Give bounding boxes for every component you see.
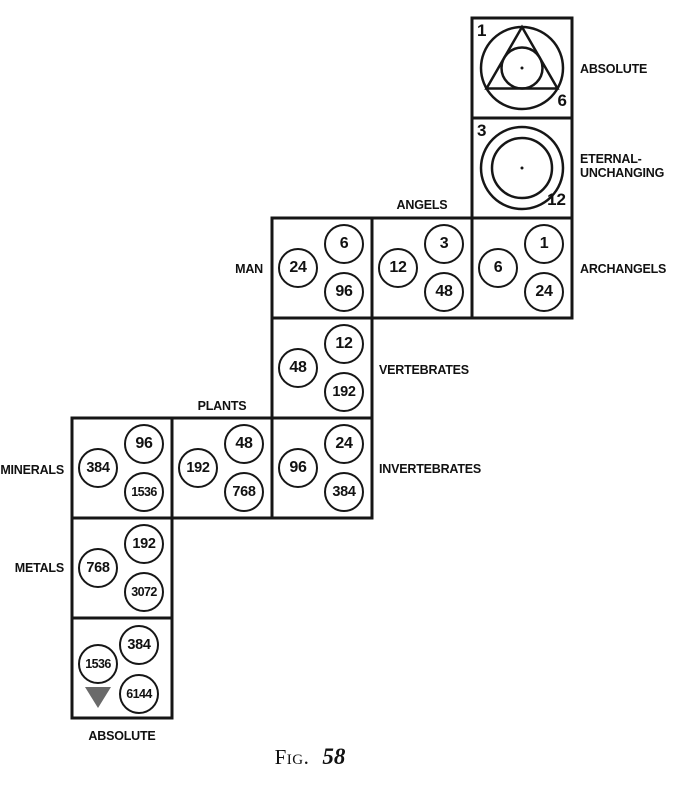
corner-number: 1	[477, 21, 487, 40]
label-invertebrates: INVERTEBRATES	[379, 462, 482, 476]
absolute-center-dot	[521, 67, 524, 70]
label-eternal-line1: ETERNAL-	[580, 152, 642, 166]
value-circle-invertebrates-top: 24	[324, 424, 364, 464]
value-circle-metals-bottom: 3072	[124, 572, 164, 612]
value-circle-minerals-left: 384	[78, 448, 118, 488]
value-circle-plants-left: 192	[178, 448, 218, 488]
value-circle-minerals-top: 96	[124, 424, 164, 464]
value-circle-vertebrates-left: 48	[278, 348, 318, 388]
value-circle-plants-bottom: 768	[224, 472, 264, 512]
label-metals: METALS	[14, 561, 64, 575]
label-archangels: ARCHANGELS	[580, 262, 667, 276]
label-angels: ANGELS	[396, 198, 448, 212]
eternal-center-dot	[521, 167, 524, 170]
value-circle-invertebrates-bottom: 384	[324, 472, 364, 512]
caption-number: 58	[322, 744, 346, 769]
value-circle-angels-left: 12	[378, 248, 418, 288]
label-absolute-top: ABSOLUTE	[580, 62, 648, 76]
value-circle-archangels-left: 6	[478, 248, 518, 288]
value-circle-angels-top: 3	[424, 224, 464, 264]
value-circle-vertebrates-top: 12	[324, 324, 364, 364]
value-circle-absolute-top: 384	[119, 625, 159, 665]
value-circle-angels-bottom: 48	[424, 272, 464, 312]
label-man: MAN	[235, 262, 263, 276]
label-plants: PLANTS	[197, 399, 247, 413]
figure-caption	[0, 744, 620, 770]
value-circle-invertebrates-left: 96	[278, 448, 318, 488]
label-minerals: MINERALS	[0, 463, 64, 477]
label-eternal-line2: UNCHANGING	[580, 166, 665, 180]
value-circle-metals-left: 768	[78, 548, 118, 588]
corner-number: 3	[477, 121, 487, 140]
value-circle-archangels-top: 1	[524, 224, 564, 264]
value-circle-vertebrates-bottom: 192	[324, 372, 364, 412]
label-absolute-bottom: ABSOLUTE	[88, 729, 156, 743]
value-circle-absolute-left: 1536	[78, 644, 118, 684]
caption-fig-text: Fig.	[274, 745, 310, 769]
value-circle-plants-top: 48	[224, 424, 264, 464]
value-circle-minerals-bottom: 1536	[124, 472, 164, 512]
down-triangle-icon	[85, 687, 111, 708]
value-circle-man-top: 6	[324, 224, 364, 264]
value-circle-absolute-bottom: 6144	[119, 674, 159, 714]
value-circle-metals-top: 192	[124, 524, 164, 564]
label-vertebrates: VERTEBRATES	[379, 363, 469, 377]
value-circle-man-left: 24	[278, 248, 318, 288]
label-eternal-unchanging	[580, 152, 664, 180]
corner-number: 6	[557, 91, 567, 110]
corner-number: 12	[547, 190, 566, 209]
value-circle-archangels-bottom: 24	[524, 272, 564, 312]
value-circle-man-bottom: 96	[324, 272, 364, 312]
